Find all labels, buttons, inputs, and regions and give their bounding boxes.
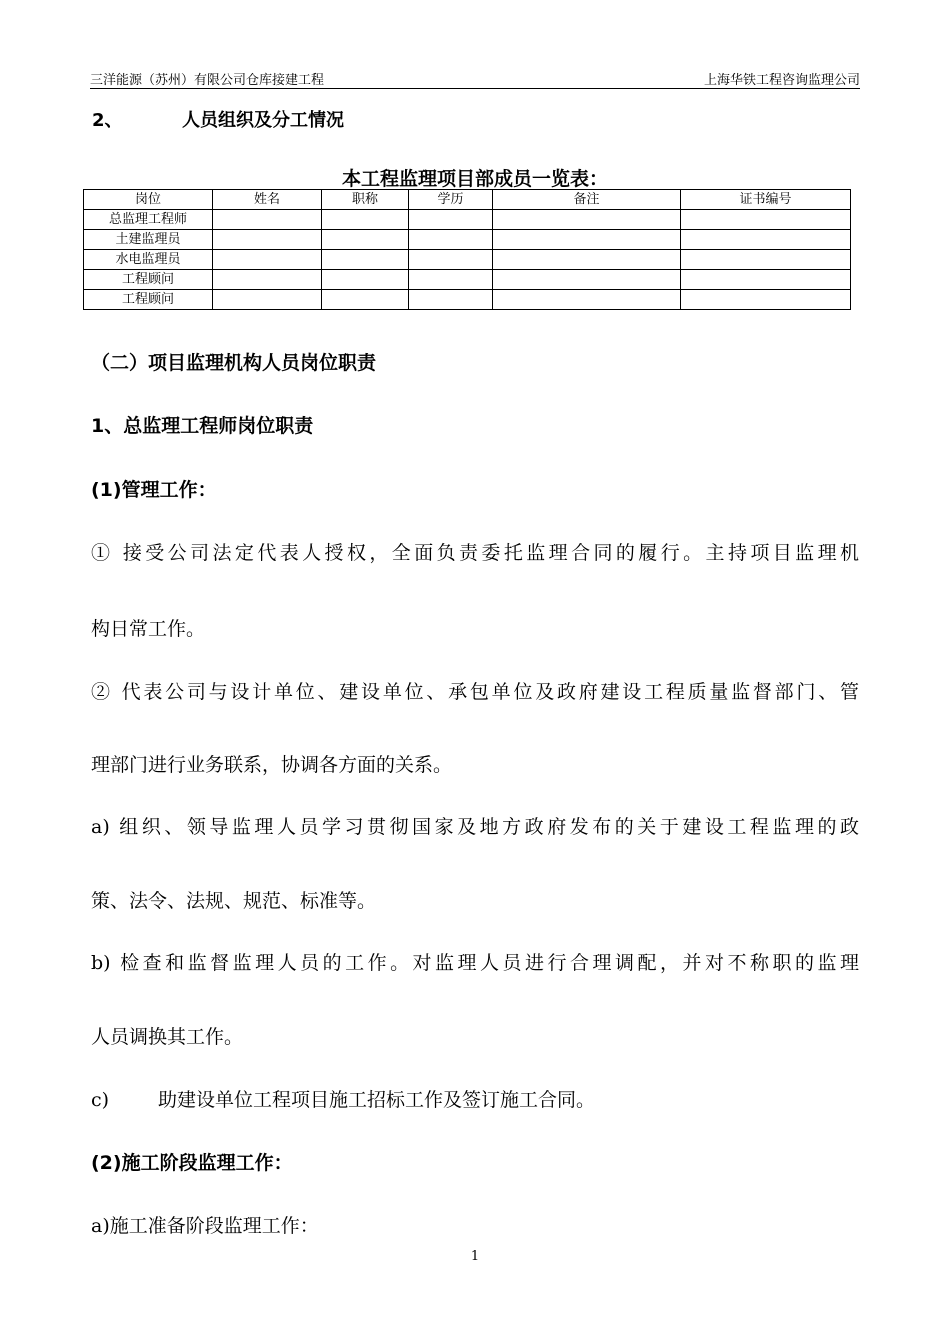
table-cell bbox=[493, 270, 681, 290]
column-header: 学历 bbox=[409, 190, 493, 210]
table-cell bbox=[409, 290, 493, 310]
duties-heading: （二）项目监理机构人员岗位职责 bbox=[91, 352, 377, 374]
table-cell bbox=[493, 210, 681, 230]
table-cell bbox=[322, 230, 409, 250]
table-cell bbox=[493, 230, 681, 250]
section-number: 2、 bbox=[92, 110, 123, 131]
header-project-name: 三洋能源（苏州）有限公司仓库接建工程 bbox=[90, 73, 325, 88]
paragraph-line: 策、法令、法规、规范、标准等。 bbox=[91, 890, 377, 912]
column-header: 备注 bbox=[493, 190, 681, 210]
table-cell bbox=[213, 290, 322, 310]
page-number: 1 bbox=[470, 1249, 480, 1264]
table-cell bbox=[213, 270, 322, 290]
table-cell: 土建监理员 bbox=[84, 230, 213, 250]
table-row bbox=[84, 270, 851, 290]
table-row bbox=[84, 230, 851, 250]
table-cell: 工程顾问 bbox=[84, 270, 213, 290]
paragraph-line: 人员调换其工作。 bbox=[91, 1026, 244, 1048]
table-cell bbox=[493, 250, 681, 270]
table-cell bbox=[409, 210, 493, 230]
table-header-row bbox=[84, 190, 851, 210]
construction-heading: (2)施工阶段监理工作： bbox=[91, 1152, 293, 1174]
table-cell: 工程顾问 bbox=[84, 290, 213, 310]
table-cell bbox=[322, 290, 409, 310]
table-cell bbox=[213, 210, 322, 230]
table-cell bbox=[681, 290, 851, 310]
table-cell bbox=[409, 270, 493, 290]
paragraph-line: b) 检查和监督监理人员的工作。对监理人员进行合理调配，并对不称职的监理 bbox=[91, 952, 859, 974]
table-cell bbox=[213, 230, 322, 250]
members-table bbox=[83, 189, 851, 310]
management-heading: (1)管理工作： bbox=[91, 479, 217, 501]
paragraph-line bbox=[91, 1085, 595, 1112]
page-header bbox=[90, 66, 860, 89]
table-cell bbox=[409, 230, 493, 250]
column-header: 职称 bbox=[322, 190, 409, 210]
section-title: 人员组织及分工情况 bbox=[182, 110, 344, 131]
table-cell bbox=[681, 210, 851, 230]
table-cell bbox=[681, 230, 851, 250]
paragraph-line: a)施工准备阶段监理工作： bbox=[91, 1215, 319, 1237]
column-header: 岗位 bbox=[84, 190, 213, 210]
header-company-name: 上海华铁工程咨询监理公司 bbox=[703, 73, 860, 88]
table-cell bbox=[681, 270, 851, 290]
list-label: c) bbox=[91, 1089, 110, 1111]
paragraph-line: ② 代表公司与设计单位、建设单位、承包单位及政府建设工程质量监督部门、管 bbox=[91, 681, 859, 703]
table-cell bbox=[681, 250, 851, 270]
paragraph-line: 理部门进行业务联系，协调各方面的关系。 bbox=[91, 754, 453, 776]
table-cell bbox=[322, 210, 409, 230]
table-cell: 总监理工程师 bbox=[84, 210, 213, 230]
chief-engineer-heading: 1、总监理工程师岗位职责 bbox=[91, 415, 314, 437]
table-row bbox=[84, 290, 851, 310]
table-cell bbox=[322, 270, 409, 290]
table-cell bbox=[322, 250, 409, 270]
table-row bbox=[84, 250, 851, 270]
paragraph-line: 构日常工作。 bbox=[91, 618, 206, 640]
column-header: 证书编号 bbox=[681, 190, 851, 210]
table-title: 本工程监理项目部成员一览表： bbox=[341, 168, 608, 190]
table-cell: 水电监理员 bbox=[84, 250, 213, 270]
list-text: 助建设单位工程项目施工招标工作及签订施工合同。 bbox=[158, 1089, 596, 1111]
paragraph-line: ① 接受公司法定代表人授权，全面负责委托监理合同的履行。主持项目监理机 bbox=[91, 542, 859, 564]
table-cell bbox=[493, 290, 681, 310]
paragraph-line: a) 组织、领导监理人员学习贯彻国家及地方政府发布的关于建设工程监理的政 bbox=[91, 816, 859, 838]
table-cell bbox=[213, 250, 322, 270]
table-row bbox=[84, 210, 851, 230]
section-heading bbox=[92, 106, 344, 132]
column-header: 姓名 bbox=[213, 190, 322, 210]
table-cell bbox=[409, 250, 493, 270]
